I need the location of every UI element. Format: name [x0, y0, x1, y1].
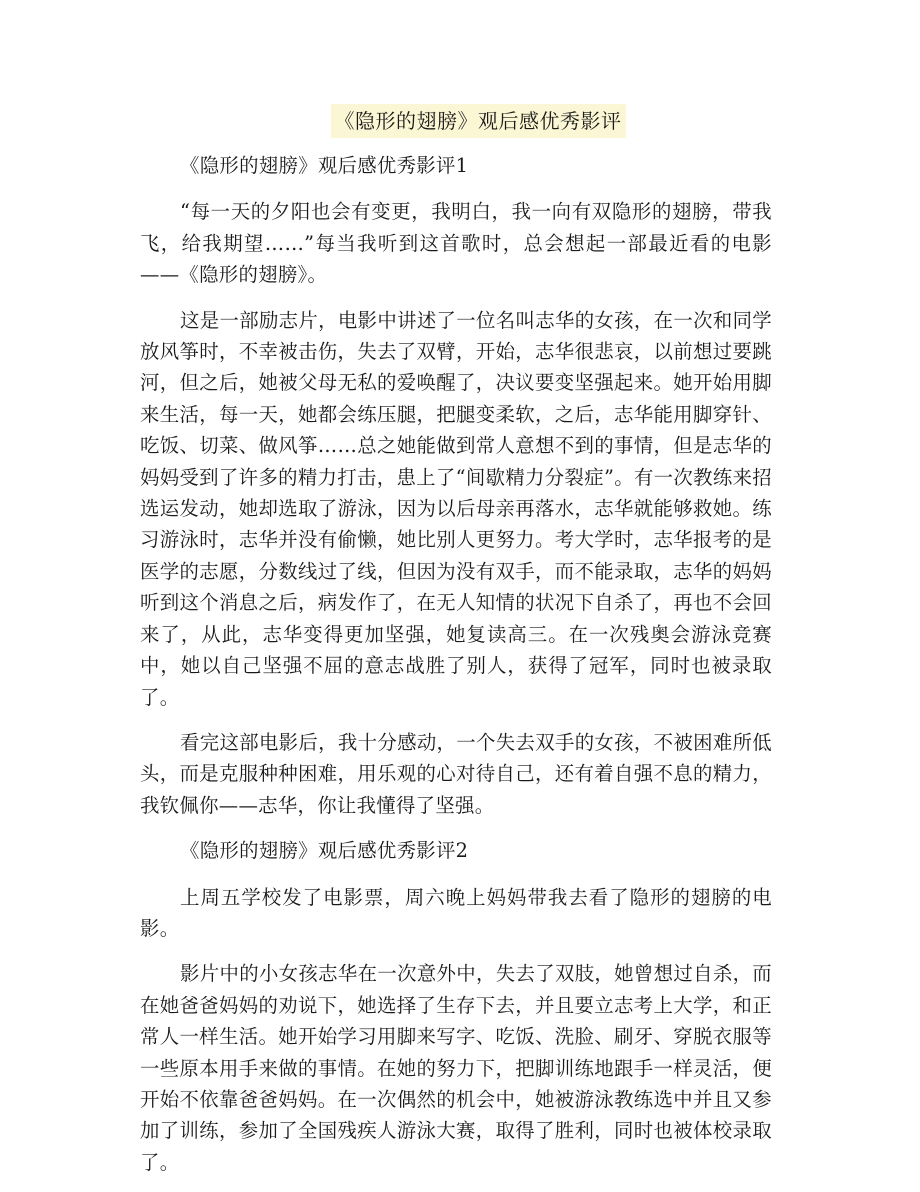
document-body: [140, 150, 772, 1192]
paragraph-plot: 这是一部励志片，电影中讲述了一位名叫志华的女孩，在一次和同学放风筝时，不幸被击伤，失去了双臂，开始，志华很悲哀，以前想过要跳河，但之后，她被父母无私的爱唤醒了，决议要变坚强起来。她开始用脚来生活，每一天，她都会练压腿，把腿变柔软，之后，志华能用脚穿针、吃饭、切菜、做风筝……总之她能做到常人意想不到的事情，但是志华的妈妈受到了许多的精力打击，患上了“间歇精力分裂症”。有一次教练来招选运发动，她却选取了游泳，因为以后母亲再落水，志华就能够救她。练习游泳时，志华并没有偷懒，她比别人更努力。考大学时，志华报考的是医学的志愿，分数线过了线，但因为没有双手，而不能录取，志华的妈妈听到这个消息之后，病发作了，在无人知情的状况下自杀了，再也不会回来了，从此，志华变得更加坚强，她复读高三。在一次残奥会游泳竞赛中，她以自己坚强不屈的意志战胜了别人，获得了冠军，同时也被录取了。: [140, 308, 772, 709]
paragraph-intro: “每一天的夕阳也会有变更，我明白，我一向有双隐形的翅膀，带我飞，给我期望……”每当我听到这首歌时，总会想起一部最近看的电影——《隐形的翅膀》。: [140, 200, 772, 287]
paragraph-reflection: 看完这部电影后，我十分感动，一个失去双手的女孩，不被困难所低头，而是克服种种困难，用乐观的心对待自己，还有着自强不息的精力，我钦佩你——志华，你让我懂得了坚强。: [140, 730, 772, 817]
title-container: [0, 104, 920, 138]
paragraph-cinema: 上周五学校发了电影票，周六晚上妈妈带我去看了隐形的翅膀的电影。: [140, 885, 772, 940]
section-heading-1: 《隐形的翅膀》观后感优秀影评1: [180, 154, 469, 177]
document-title: 《隐形的翅膀》观后感优秀影评: [331, 104, 626, 138]
paragraph-story: 影片中的小女孩志华在一次意外中，失去了双肢，她曾想过自杀，而在她爸爸妈妈的劝说下，她选择了生存下去，并且要立志考上大学，和正常人一样生活。她开始学习用脚来写字、吃饭、洗脸、刷牙、穿脱衣服等一些原本用手来做的事情。在她的努力下，把脚训练地跟手一样灵活，便开始不依靠爸爸妈妈。在一次偶然的机会中，她被游泳教练选中并且又参加了训练，参加了全国残疾人游泳大赛，取得了胜利，同时也被体校录取了。: [140, 962, 772, 1174]
section-heading-2: 《隐形的翅膀》观后感优秀影评2: [180, 839, 469, 863]
